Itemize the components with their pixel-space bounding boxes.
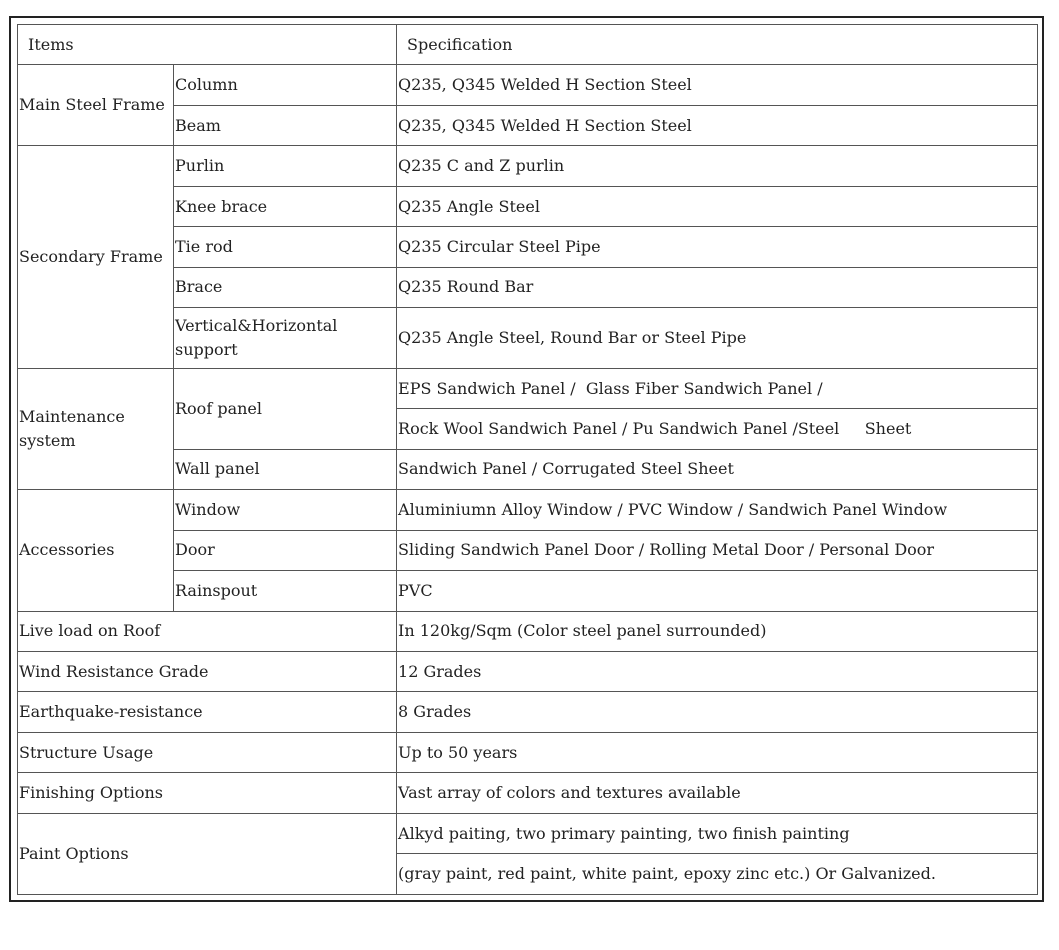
table-row [18,146,1038,186]
spec-rainspout: PVC [397,571,1038,611]
table-row [18,692,1038,732]
spec-finishing-options: Vast array of colors and textures available [397,773,1038,813]
spec-window: Aluminiumn Alloy Window / PVC Window / Sandwich Panel Window [397,490,1038,530]
spec-beam: Q235, Q345 Welded H Section Steel [397,105,1038,145]
item-earthquake: Earthquake-resistance [18,692,397,732]
spec-knee-brace: Q235 Angle Steel [397,186,1038,226]
group-secondary-frame: Secondary Frame [18,146,174,369]
item-knee-brace: Knee brace [174,186,397,226]
table-row [18,813,1038,853]
table-row [18,490,1038,530]
spec-earthquake: 8 Grades [397,692,1038,732]
item-paint-options: Paint Options [18,813,397,894]
spec-vertical-horizontal-support: Q235 Angle Steel, Round Bar or Steel Pipe [397,308,1038,369]
spec-door: Sliding Sandwich Panel Door / Rolling Metal Door / Personal Door [397,530,1038,570]
spec-tie-rod: Q235 Circular Steel Pipe [397,227,1038,267]
table-row [18,611,1038,651]
item-window: Window [174,490,397,530]
table-row [18,65,1038,105]
spec-wind-resistance: 12 Grades [397,652,1038,692]
table-row [18,732,1038,772]
group-main-steel-frame: Main Steel Frame [18,65,174,146]
item-tie-rod: Tie rod [174,227,397,267]
table-row [18,773,1038,813]
spec-wall-panel: Sandwich Panel / Corrugated Steel Sheet [397,449,1038,489]
spec-paint-options-line2: (gray paint, red paint, white paint, epoxy zinc etc.) Or Galvanized. [397,854,1038,895]
spec-brace: Q235 Round Bar [397,267,1038,307]
item-roof-panel: Roof panel [174,368,397,449]
item-live-load: Live load on Roof [18,611,397,651]
header-items: Items [18,25,397,65]
spec-purlin: Q235 C and Z purlin [397,146,1038,186]
item-wind-resistance: Wind Resistance Grade [18,652,397,692]
item-rainspout: Rainspout [174,571,397,611]
table-header-row [18,25,1038,65]
item-door: Door [174,530,397,570]
item-structure-usage: Structure Usage [18,732,397,772]
group-maintenance-system: Maintenance system [18,368,174,489]
table-row [18,368,1038,408]
spec-table [17,24,1038,895]
group-accessories: Accessories [18,490,174,611]
spec-paint-options-line1: Alkyd paiting, two primary painting, two finish painting [397,813,1038,853]
item-vertical-horizontal-support: Vertical&Horizontal support [174,308,397,369]
spec-roof-panel-line2: Rock Wool Sandwich Panel / Pu Sandwich Panel /Steel Sheet [397,409,1038,449]
spec-live-load: In 120kg/Sqm (Color steel panel surrounded) [397,611,1038,651]
table-row [18,652,1038,692]
item-wall-panel: Wall panel [174,449,397,489]
item-brace: Brace [174,267,397,307]
spec-roof-panel-line1: EPS Sandwich Panel / Glass Fiber Sandwich Panel / [397,368,1038,408]
item-finishing-options: Finishing Options [18,773,397,813]
spec-table-frame [9,16,1044,902]
header-specification: Specification [397,25,1038,65]
item-column: Column [174,65,397,105]
item-beam: Beam [174,105,397,145]
item-purlin: Purlin [174,146,397,186]
spec-column: Q235, Q345 Welded H Section Steel [397,65,1038,105]
spec-structure-usage: Up to 50 years [397,732,1038,772]
